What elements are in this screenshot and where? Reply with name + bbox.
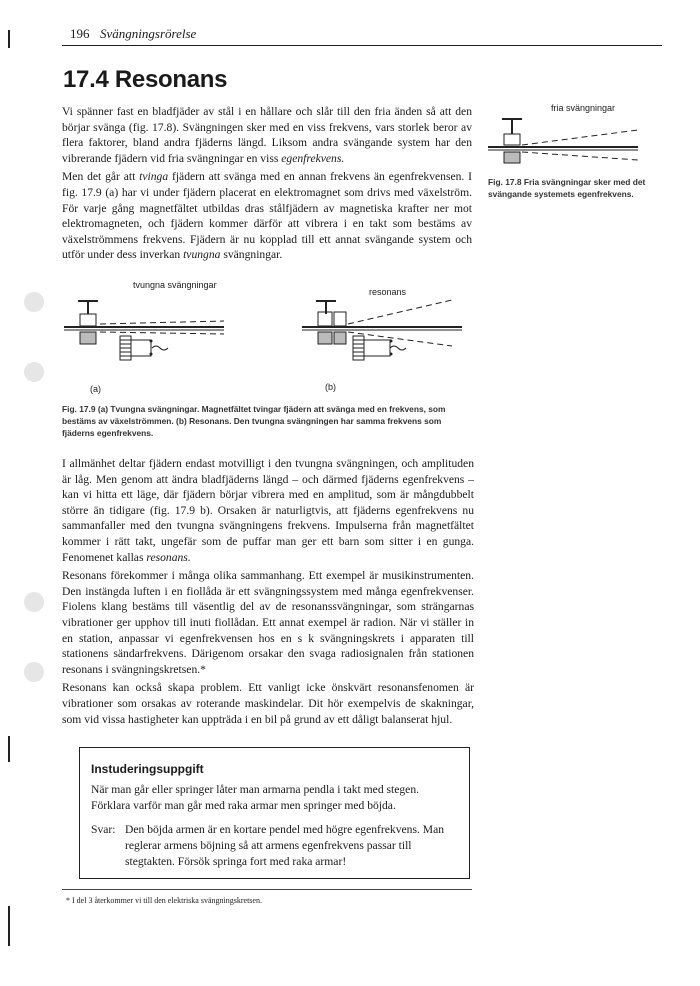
- body-text: [62, 456, 474, 730]
- paragraph-3: I allmänhet deltar fjädern endast motvilligt i den tvungna svängningen, och amplituden är låg. Men genom att ändra bladfjäderns längd – och därmed fjäderns egenfrekvens – kan vi hitta ett läge, där fjädern börjar vibrera med en amplitud, som är mångdubbelt större än tidigare (fig. 17.9 b). Orsaken är naturligtvis, att fjäderns egenfrekvens nu sammanfaller med den tvungna svängningens frekvens. Impulserna från magnetfältet kommer i rätt takt, ungefär som de puffar man ger ett barn som sitter i en gunga. Fenomenet kallas resonans.: [62, 457, 474, 564]
- study-question: När man går eller springer låter man armarna pendla i takt med stegen. Förklara varför man går med raka armar men springer med böjda.: [91, 783, 420, 812]
- footnote: * I del 3 återkommer vi till den elektriska svängningskretsen.: [66, 896, 262, 905]
- binder-hole: [24, 592, 44, 612]
- binder-hole: [24, 292, 44, 312]
- fig-17-9b-sublabel: (b): [325, 382, 336, 392]
- fig-17-8-label: fria svängningar: [551, 103, 616, 113]
- binder-hole: [24, 662, 44, 682]
- page-number: 196: [70, 26, 90, 41]
- fig-17-8-caption: Fig. 17.8 Fria svängningar sker med det svängande systemets egenfrekvens.: [488, 177, 646, 199]
- margin-mark: [8, 30, 10, 48]
- fig-17-9a-diagram: [64, 294, 244, 374]
- study-answer: Den böjda armen är en kortare pendel med högre egenfrekvens. Man reglerar armens böjning så att armens egenfrekvens passar till stegtakten. Försök springa fort med raka armar!: [125, 823, 445, 868]
- fig-17-9b-label: resonans: [369, 287, 407, 297]
- answer-label: Svar:: [91, 823, 116, 836]
- study-box-title: Instuderingsuppgift: [91, 762, 204, 776]
- paragraph-4: Resonans förekommer i många olika sammanhang. Ett exempel är musikinstrumenten. Den instängda luften i en fiollåda är ett svängningssystem med många egenfrekvenser. Fiolens klang bestäms till väsentlig del av de resonanssvängningar, som strängarnas vibrationer ger upphov till inuti fiollådan. Ett annat exempel är radion. När vi ställer in en station, anpassar vi egenfrekvensen hos en s k svängningskrets i apparaten till stationens sändarfrekvens. Därigenom orsakar den svaga radiosignalen från stationen resonans i svängningskretsen.*: [62, 569, 474, 676]
- intro-text: [62, 104, 472, 266]
- footnote-rule: [62, 889, 472, 890]
- fig-17-8-diagram: [488, 112, 648, 172]
- fig-17-9-caption: Fig. 17.9 (a) Tvungna svängningar. Magnetfältet tvingar fjädern att svänga med en frekvens, som bestäms av växelströmmen. (b) Resonans. Den tvungna svängningen har samma frekvens som fjäderns egenfrekvens.: [62, 404, 446, 438]
- binder-hole: [24, 362, 44, 382]
- margin-mark: [8, 906, 10, 946]
- header-rule: [62, 45, 662, 46]
- paragraph-5: Resonans kan också skapa problem. Ett vanligt icke önskvärt resonansfenomen är vibrationer som orsakas av roterande maskindelar. Dit hör exempelvis de skakningar, som vid vissa hastigheter kan uppträda i en bil på grund av ett dåligt balanserat hjul.: [62, 681, 474, 726]
- margin-mark: [8, 736, 10, 762]
- section-heading: 17.4 Resonans: [63, 66, 228, 93]
- fig-17-9b-diagram: [302, 294, 482, 374]
- fig-17-9a-label: tvungna svängningar: [133, 280, 217, 290]
- running-title: Svängningsrörelse: [100, 26, 197, 41]
- fig-17-9a-sublabel: (a): [90, 384, 101, 394]
- paragraph-2: Men det går att tvinga fjädern att svänga med en annan frekvens än egenfrekvensen. I fig. 17.9 (a) har vi under fjädern placerat en elektromagnet som drivs med växelström. För varje gång magnetfältet utbildas dras stålfjädern av magnetiska krafter ner mot elektromagneten, och fjädern kommer därför att vibrera i en takt som bestäms av växelströmmens frekvens. Fjädern är nu kopplad till ett annat svängande system och utför under dess inverkan tvungna svängningar.: [62, 170, 472, 262]
- paragraph-1: Vi spänner fast en bladfjäder av stål i en hållare och slår till den fria änden så att den börjar svänga (fig. 17.8). Svängningen sker med en viss frekvens, vars storlek beror av flera faktorer, bland andra fjäderns längd. Liksom andra svängande system har den vibrerande fjädern vid fria svängningar en viss egenfrekvens.: [62, 105, 472, 165]
